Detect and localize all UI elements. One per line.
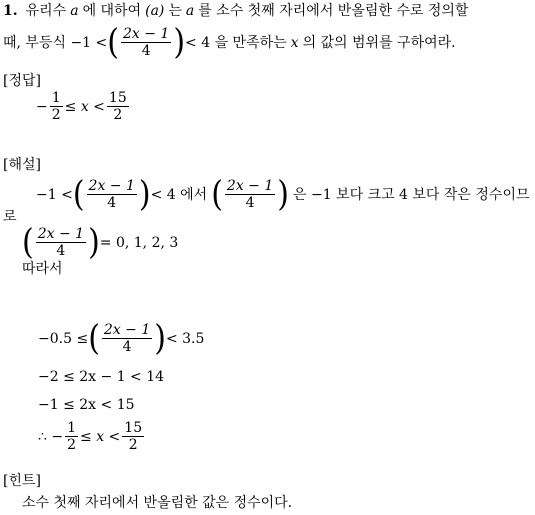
fraction [107, 90, 129, 123]
fraction [121, 26, 171, 59]
fraction-numerator: 2x − 1 [37, 226, 85, 242]
fraction [87, 178, 137, 211]
left-paren: ( [72, 173, 85, 215]
solution-step-2: −2 ≤ 2x − 1 < 14 [38, 369, 165, 385]
problem-text: < 4 을 만족하는 [185, 34, 287, 51]
solution-heading: [해설] [3, 157, 41, 173]
fraction [36, 226, 86, 259]
fraction [225, 178, 275, 211]
fraction [102, 322, 152, 355]
fraction-denominator: 4 [141, 43, 151, 60]
hint-heading: [힌트] [3, 473, 41, 489]
left-paren: ( [211, 173, 223, 215]
fraction-denominator: 2 [128, 437, 138, 454]
problem-text: 는 [168, 3, 182, 19]
right-paren: ) [88, 221, 100, 263]
fraction [122, 420, 144, 453]
fraction-denominator: 2 [113, 107, 123, 124]
problem-text: 를 소수 첫째 자리에서 반올림한 수로 정의할 [198, 3, 469, 19]
solution-step-4 [38, 420, 146, 453]
problem-number: 1. [3, 3, 18, 19]
hint-text: 소수 첫째 자리에서 반올림한 값은 정수이다. [22, 495, 293, 511]
right-paren: ) [277, 173, 289, 215]
problem-text: 유리수 [25, 3, 67, 19]
solution-line-1 [36, 173, 530, 215]
variable-x: x [290, 34, 299, 51]
fraction-denominator: 4 [122, 339, 132, 356]
therefore-text: ∴ − [38, 428, 64, 445]
solution-text: < 4 에서 [150, 186, 208, 203]
solution-line-2: 로 [3, 209, 17, 225]
left-paren: ( [107, 21, 119, 63]
fraction-denominator: 2 [51, 107, 61, 124]
fraction [65, 420, 78, 453]
fraction [50, 90, 63, 123]
problem-text: 때, 부등식 −1 < [3, 34, 108, 51]
fraction-numerator: 1 [67, 420, 77, 436]
fraction-numerator: 2x − 1 [122, 26, 170, 42]
fraction-denominator: 2 [67, 437, 77, 454]
solution-text: 은 −1 보다 크고 4 보다 작은 정수이므 [292, 186, 530, 203]
solution-text: −1 < [36, 186, 73, 203]
right-paren: ) [154, 317, 166, 359]
solution-step-3: −1 ≤ 2x < 15 [38, 397, 135, 413]
left-paren: ( [88, 317, 100, 359]
left-paren: ( [22, 221, 34, 263]
problem-text: 의 값의 범위를 구하여라. [302, 34, 456, 51]
fraction-numerator: 2x − 1 [103, 322, 151, 338]
problem-text: 에 대하여 [82, 3, 142, 19]
answer-expression [36, 90, 131, 123]
right-paren: ) [173, 21, 186, 63]
fraction-numerator: 2x − 1 [88, 178, 135, 194]
fraction-denominator: 4 [245, 195, 255, 212]
minus-sign: − [36, 98, 48, 115]
fraction-denominator: 4 [56, 243, 66, 260]
solution-line-4: 따라서 [22, 261, 63, 277]
fraction-numerator: 15 [108, 90, 127, 106]
inequality-text: ≤ x < [80, 428, 121, 445]
right-paren: ) [138, 173, 151, 215]
problem-line-2 [3, 21, 456, 63]
answer-heading: [정답] [3, 73, 41, 89]
solution-step-1 [38, 317, 205, 359]
problem-line-1 [3, 4, 468, 18]
fraction-numerator: 15 [124, 420, 143, 436]
solution-text: = 0, 1, 2, 3 [99, 234, 179, 251]
rounding-notation: (a) [145, 3, 165, 19]
variable-a: a [70, 3, 79, 19]
solution-text: < 3.5 [165, 330, 205, 347]
inequality-text: ≤ x < [64, 98, 105, 115]
fraction-numerator: 2x − 1 [226, 178, 274, 194]
fraction-numerator: 1 [51, 90, 61, 106]
solution-line-3 [22, 221, 179, 263]
variable-a: a [185, 3, 195, 19]
fraction-denominator: 4 [107, 195, 117, 212]
solution-text: −0.5 ≤ [38, 330, 89, 347]
